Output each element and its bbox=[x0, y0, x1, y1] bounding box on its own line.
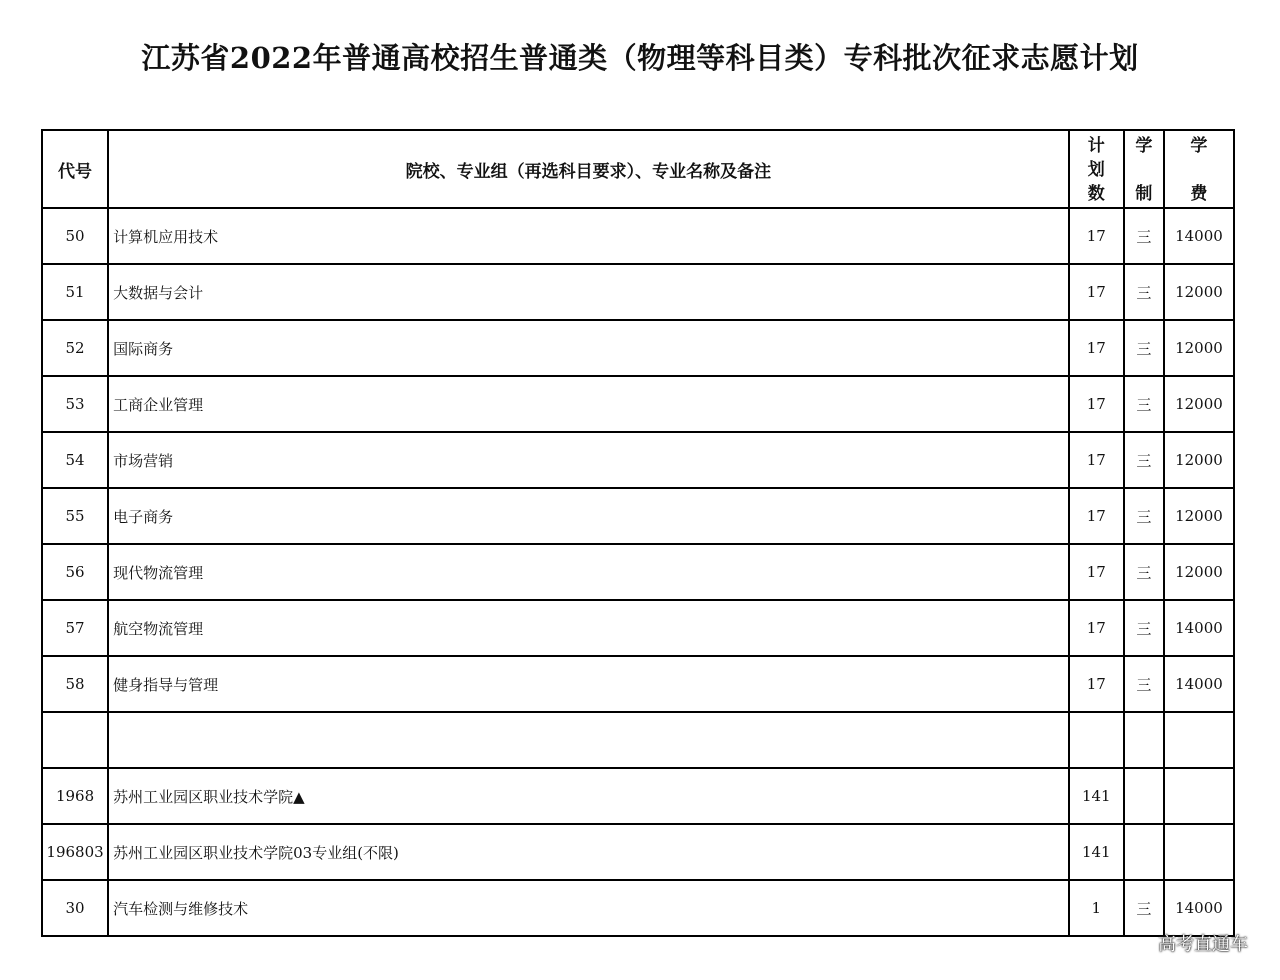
table-row bbox=[42, 320, 1234, 376]
row-name: 国际商务 bbox=[108, 320, 1069, 376]
row-code: 56 bbox=[42, 544, 108, 600]
row-duration: 三 bbox=[1124, 880, 1164, 936]
table-row bbox=[42, 824, 1234, 880]
row-plan-count: 17 bbox=[1069, 208, 1124, 264]
row-plan-count: 17 bbox=[1069, 544, 1124, 600]
row-tuition: 14000 bbox=[1164, 208, 1234, 264]
row-code: 52 bbox=[42, 320, 108, 376]
row-name: 工商企业管理 bbox=[108, 376, 1069, 432]
row-plan-count: 141 bbox=[1069, 824, 1124, 880]
header-plan-count bbox=[1069, 130, 1124, 208]
row-plan-count: 17 bbox=[1069, 600, 1124, 656]
row-duration: 三 bbox=[1124, 600, 1164, 656]
header-code: 代号 bbox=[42, 130, 108, 208]
table-row bbox=[42, 544, 1234, 600]
row-code: 53 bbox=[42, 376, 108, 432]
row-name: 汽车检测与维修技术 bbox=[108, 880, 1069, 936]
header-duration-char: 学 bbox=[1135, 136, 1153, 156]
watermark: 高考直通车 bbox=[1158, 934, 1248, 955]
row-duration: 三 bbox=[1124, 656, 1164, 712]
row-duration: 三 bbox=[1124, 208, 1164, 264]
header-tuition-char: 费 bbox=[1190, 184, 1208, 204]
row-tuition: 14000 bbox=[1164, 880, 1234, 936]
row-duration: 三 bbox=[1124, 320, 1164, 376]
header-duration bbox=[1124, 130, 1164, 208]
table-body bbox=[42, 208, 1234, 936]
row-code: 30 bbox=[42, 880, 108, 936]
row-name: 航空物流管理 bbox=[108, 600, 1069, 656]
header-plan-count-char: 划 bbox=[1087, 160, 1105, 180]
row-plan-count: 17 bbox=[1069, 376, 1124, 432]
row-duration: 三 bbox=[1124, 264, 1164, 320]
table-row bbox=[42, 656, 1234, 712]
row-plan-count bbox=[1069, 712, 1124, 768]
row-name: 苏州工业园区职业技术学院▲ bbox=[108, 768, 1069, 824]
row-name: 苏州工业园区职业技术学院03专业组(不限) bbox=[108, 824, 1069, 880]
table-row bbox=[42, 208, 1234, 264]
row-code bbox=[42, 712, 108, 768]
row-duration: 三 bbox=[1124, 488, 1164, 544]
row-plan-count: 17 bbox=[1069, 656, 1124, 712]
table-row bbox=[42, 880, 1234, 936]
table-row bbox=[42, 768, 1234, 824]
row-name: 市场营销 bbox=[108, 432, 1069, 488]
row-code: 51 bbox=[42, 264, 108, 320]
row-plan-count: 17 bbox=[1069, 432, 1124, 488]
row-duration: 三 bbox=[1124, 376, 1164, 432]
row-name: 计算机应用技术 bbox=[108, 208, 1069, 264]
row-code: 54 bbox=[42, 432, 108, 488]
row-plan-count: 141 bbox=[1069, 768, 1124, 824]
row-tuition: 12000 bbox=[1164, 544, 1234, 600]
header-tuition bbox=[1164, 130, 1234, 208]
table-row bbox=[42, 600, 1234, 656]
row-tuition: 12000 bbox=[1164, 488, 1234, 544]
row-name bbox=[108, 712, 1069, 768]
header-plan-count-char: 计 bbox=[1087, 136, 1105, 156]
row-name: 大数据与会计 bbox=[108, 264, 1069, 320]
row-plan-count: 17 bbox=[1069, 488, 1124, 544]
row-duration: 三 bbox=[1124, 544, 1164, 600]
header-tuition-char: 学 bbox=[1190, 136, 1208, 156]
row-tuition: 12000 bbox=[1164, 264, 1234, 320]
row-name: 健身指导与管理 bbox=[108, 656, 1069, 712]
row-duration bbox=[1124, 824, 1164, 880]
row-duration bbox=[1124, 712, 1164, 768]
row-tuition: 14000 bbox=[1164, 600, 1234, 656]
header-name: 院校、专业组（再选科目要求）、专业名称及备注 bbox=[108, 130, 1069, 208]
row-code: 57 bbox=[42, 600, 108, 656]
row-code: 50 bbox=[42, 208, 108, 264]
table-row bbox=[42, 376, 1234, 432]
table-header-row bbox=[42, 130, 1234, 208]
row-name: 现代物流管理 bbox=[108, 544, 1069, 600]
page-title: 江苏省2022年普通高校招生普通类（物理等科目类）专科批次征求志愿计划 bbox=[141, 41, 1139, 75]
row-tuition bbox=[1164, 824, 1234, 880]
row-code: 58 bbox=[42, 656, 108, 712]
enrollment-plan-table bbox=[41, 129, 1235, 937]
row-code: 1968 bbox=[42, 768, 108, 824]
row-tuition: 12000 bbox=[1164, 376, 1234, 432]
header-duration-char: 制 bbox=[1135, 184, 1153, 204]
header-plan-count-char: 数 bbox=[1087, 184, 1105, 204]
row-plan-count: 17 bbox=[1069, 320, 1124, 376]
table-row bbox=[42, 488, 1234, 544]
row-tuition bbox=[1164, 768, 1234, 824]
row-code: 196803 bbox=[42, 824, 108, 880]
row-name: 电子商务 bbox=[108, 488, 1069, 544]
row-plan-count: 1 bbox=[1069, 880, 1124, 936]
table-row bbox=[42, 264, 1234, 320]
row-tuition: 14000 bbox=[1164, 656, 1234, 712]
row-tuition bbox=[1164, 712, 1234, 768]
table-row bbox=[42, 712, 1234, 768]
row-code: 55 bbox=[42, 488, 108, 544]
table-row bbox=[42, 432, 1234, 488]
row-plan-count: 17 bbox=[1069, 264, 1124, 320]
row-duration bbox=[1124, 768, 1164, 824]
row-duration: 三 bbox=[1124, 432, 1164, 488]
row-tuition: 12000 bbox=[1164, 432, 1234, 488]
row-tuition: 12000 bbox=[1164, 320, 1234, 376]
